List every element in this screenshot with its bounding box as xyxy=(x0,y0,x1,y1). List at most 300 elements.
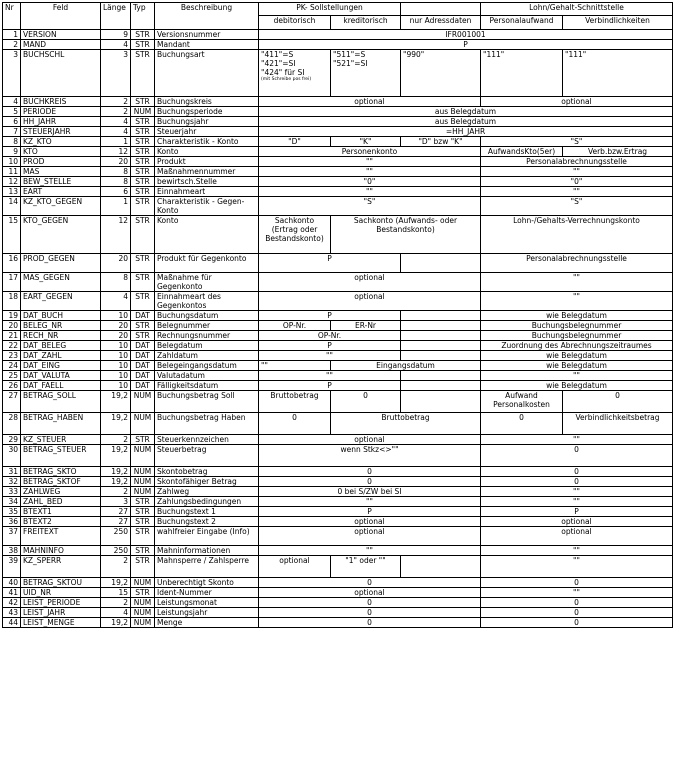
table-row xyxy=(3,197,673,216)
cell-laenge: 10 xyxy=(101,311,131,321)
cell-typ: STR xyxy=(131,497,155,507)
cell-beschreibung: Steuerbetrag xyxy=(155,445,259,467)
cell-laenge: 19,2 xyxy=(101,445,131,467)
table-row xyxy=(3,381,673,391)
cell-value: "S" xyxy=(481,197,673,216)
cell-laenge: 10 xyxy=(101,371,131,381)
cell-value: 0 xyxy=(481,608,673,618)
cell-typ: DAT xyxy=(131,371,155,381)
cell-beschreibung: Fälligkeitsdatum xyxy=(155,381,259,391)
cell-beschreibung: Produkt xyxy=(155,157,259,167)
value-line: "421"=SI xyxy=(261,59,296,68)
cell-typ: STR xyxy=(131,216,155,254)
cell-value-kreditorisch xyxy=(331,50,401,97)
cell-typ: NUM xyxy=(131,477,155,487)
cell-typ: NUM xyxy=(131,467,155,477)
cell-nr: 20 xyxy=(3,321,21,331)
cell-beschreibung: Leistungsmonat xyxy=(155,598,259,608)
cell-beschreibung: Rechnungsnummer xyxy=(155,331,259,341)
table-row xyxy=(3,107,673,117)
cell-value: aus Belegdatum xyxy=(259,107,673,117)
cell-value: optional xyxy=(259,97,481,107)
cell-nr: 26 xyxy=(3,381,21,391)
cell-value: Sachkonto (Ertrag oder Bestandskonto) xyxy=(259,216,331,254)
cell-nr: 16 xyxy=(3,254,21,273)
cell-feld: DAT_ZAHL xyxy=(21,351,101,361)
table-row xyxy=(3,331,673,341)
cell-feld: ZAHLWEG xyxy=(21,487,101,497)
header-lohn-gehalt: Lohn/Gehalt-Schnittstelle xyxy=(481,3,673,16)
cell-nr: 35 xyxy=(3,507,21,517)
cell-typ: DAT xyxy=(131,351,155,361)
cell-value: 0 xyxy=(481,467,673,477)
table-row xyxy=(3,487,673,497)
cell-value: "" xyxy=(481,187,673,197)
cell-value: optional xyxy=(481,97,673,107)
cell-value: 0 xyxy=(481,598,673,608)
cell-value: P xyxy=(481,507,673,517)
cell-feld: STEUERJAHR xyxy=(21,127,101,137)
cell-value: 0 xyxy=(331,391,401,413)
cell-value: "" xyxy=(481,292,673,311)
cell-value: Buchungsbelegnummer xyxy=(481,321,673,331)
cell-feld: KZ_SPERR xyxy=(21,556,101,578)
table-row xyxy=(3,97,673,107)
cell-feld: BELEG_NR xyxy=(21,321,101,331)
cell-empty xyxy=(401,371,481,381)
cell-value: ER-Nr xyxy=(331,321,401,331)
cell-laenge: 10 xyxy=(101,351,131,361)
value-line: "411"=S xyxy=(261,50,294,59)
cell-feld: KTO xyxy=(21,147,101,157)
cell-beschreibung: Buchungstext 2 xyxy=(155,517,259,527)
cell-nr: 1 xyxy=(3,30,21,40)
cell-feld: ZAHL_BED xyxy=(21,497,101,507)
table-row xyxy=(3,40,673,50)
cell-nr: 22 xyxy=(3,341,21,351)
value-line: "521"=SI xyxy=(333,59,368,68)
cell-value: "" xyxy=(259,371,401,381)
cell-value: 0 xyxy=(259,618,481,628)
table-row xyxy=(3,608,673,618)
cell-nr: 33 xyxy=(3,487,21,497)
cell-feld: DAT_EING xyxy=(21,361,101,371)
cell-value: Eingangsdatum xyxy=(331,361,481,371)
cell-value: Personalabrechnungsstelle xyxy=(481,157,673,167)
table-row xyxy=(3,413,673,435)
cell-value: 0 xyxy=(259,477,481,487)
cell-nr: 14 xyxy=(3,197,21,216)
table-row xyxy=(3,588,673,598)
cell-typ: STR xyxy=(131,30,155,40)
cell-nr: 38 xyxy=(3,546,21,556)
cell-nr: 40 xyxy=(3,578,21,588)
cell-value: "" xyxy=(259,187,481,197)
cell-value: "0" xyxy=(481,177,673,187)
cell-value: optional xyxy=(259,273,481,292)
cell-feld: LEIST_PERIODE xyxy=(21,598,101,608)
cell-nr: 21 xyxy=(3,331,21,341)
cell-value: "" xyxy=(481,435,673,445)
cell-value: 0 xyxy=(563,391,673,413)
cell-feld: EART xyxy=(21,187,101,197)
cell-nr: 19 xyxy=(3,311,21,321)
cell-typ: STR xyxy=(131,147,155,157)
cell-typ: STR xyxy=(131,435,155,445)
cell-feld: RECH_NR xyxy=(21,331,101,341)
cell-feld: KTO_GEGEN xyxy=(21,216,101,254)
table-row xyxy=(3,445,673,467)
cell-feld: MAND xyxy=(21,40,101,50)
cell-nr: 10 xyxy=(3,157,21,167)
cell-typ: DAT xyxy=(131,311,155,321)
cell-feld: BUCHKREIS xyxy=(21,97,101,107)
cell-beschreibung: Valutadatum xyxy=(155,371,259,381)
table-row xyxy=(3,391,673,413)
cell-value: "" xyxy=(259,167,481,177)
cell-beschreibung: Unberechtigt Skonto xyxy=(155,578,259,588)
table-row xyxy=(3,371,673,381)
cell-value: 0 xyxy=(259,608,481,618)
cell-value: P xyxy=(259,311,401,321)
cell-beschreibung: Skontobetrag xyxy=(155,467,259,477)
cell-beschreibung: Mahnsperre / Zahlsperre xyxy=(155,556,259,578)
cell-laenge: 4 xyxy=(101,292,131,311)
cell-empty xyxy=(401,556,481,578)
cell-feld: BETRAG_STEUER xyxy=(21,445,101,467)
cell-value: wie Belegdatum xyxy=(481,351,673,361)
header-row-1 xyxy=(3,3,673,16)
cell-value: "0" xyxy=(259,177,481,187)
header-debitorisch: debitorisch xyxy=(259,16,331,30)
header-beschreibung: Beschreibung xyxy=(155,3,259,30)
cell-nr: 27 xyxy=(3,391,21,413)
cell-laenge: 10 xyxy=(101,361,131,371)
cell-typ: STR xyxy=(131,507,155,517)
cell-value: optional xyxy=(259,435,481,445)
cell-beschreibung: Ident-Nummer xyxy=(155,588,259,598)
cell-typ: NUM xyxy=(131,391,155,413)
cell-value: "" xyxy=(481,588,673,598)
cell-empty xyxy=(401,381,481,391)
cell-beschreibung: Maßnahme für Gegenkonto xyxy=(155,273,259,292)
cell-typ: STR xyxy=(131,177,155,187)
cell-nr: 28 xyxy=(3,413,21,435)
cell-laenge: 12 xyxy=(101,216,131,254)
cell-typ: STR xyxy=(131,254,155,273)
cell-value: wie Belegdatum xyxy=(481,311,673,321)
cell-value: Verb.bzw.Ertrag xyxy=(563,147,673,157)
cell-value-verbindlichkeiten: "111" xyxy=(563,50,673,97)
cell-laenge: 20 xyxy=(101,331,131,341)
cell-typ: STR xyxy=(131,117,155,127)
cell-nr: 31 xyxy=(3,467,21,477)
cell-feld: BETRAG_HABEN xyxy=(21,413,101,435)
header-kreditorisch: kreditorisch xyxy=(331,16,401,30)
cell-value: Bruttobetrag xyxy=(331,413,481,435)
cell-value: "1" oder "" xyxy=(331,556,401,578)
cell-laenge: 1 xyxy=(101,197,131,216)
table-row xyxy=(3,618,673,628)
cell-typ: DAT xyxy=(131,381,155,391)
table-row xyxy=(3,147,673,157)
cell-laenge: 8 xyxy=(101,177,131,187)
cell-beschreibung: Buchungsdatum xyxy=(155,311,259,321)
cell-beschreibung: Mandant xyxy=(155,40,259,50)
cell-laenge: 19,2 xyxy=(101,578,131,588)
cell-nr: 3 xyxy=(3,50,21,97)
cell-beschreibung: Buchungskreis xyxy=(155,97,259,107)
cell-feld: BUCHSCHL xyxy=(21,50,101,97)
cell-nr: 39 xyxy=(3,556,21,578)
cell-beschreibung: wahlfreier Eingabe (Info) xyxy=(155,527,259,546)
cell-feld: KZ_KTO xyxy=(21,137,101,147)
cell-nr: 34 xyxy=(3,497,21,507)
cell-nr: 23 xyxy=(3,351,21,361)
cell-typ: NUM xyxy=(131,445,155,467)
cell-laenge: 19,2 xyxy=(101,467,131,477)
cell-beschreibung: Maßnahmennummer xyxy=(155,167,259,177)
cell-value-personalaufwand: "111" xyxy=(481,50,563,97)
cell-typ: STR xyxy=(131,167,155,177)
cell-laenge: 15 xyxy=(101,588,131,598)
table-row xyxy=(3,477,673,487)
cell-feld: BETRAG_SOLL xyxy=(21,391,101,413)
cell-value: optional xyxy=(481,517,673,527)
table-row xyxy=(3,273,673,292)
cell-value: "" xyxy=(259,546,481,556)
table-row xyxy=(3,50,673,97)
cell-nr: 42 xyxy=(3,598,21,608)
cell-value: optional xyxy=(259,588,481,598)
cell-beschreibung: Konto xyxy=(155,216,259,254)
cell-value: P xyxy=(259,507,481,517)
cell-feld: KZ_STEUER xyxy=(21,435,101,445)
cell-value: optional xyxy=(259,556,331,578)
cell-feld: BETRAG_SKTOF xyxy=(21,477,101,487)
cell-feld: EART_GEGEN xyxy=(21,292,101,311)
cell-laenge: 19,2 xyxy=(101,477,131,487)
cell-typ: STR xyxy=(131,157,155,167)
cell-feld: DAT_BUCH xyxy=(21,311,101,321)
cell-empty xyxy=(401,311,481,321)
table-body xyxy=(3,3,673,628)
cell-nr: 25 xyxy=(3,371,21,381)
cell-typ: STR xyxy=(131,127,155,137)
cell-beschreibung: Zahlungsbedingungen xyxy=(155,497,259,507)
cell-laenge: 12 xyxy=(101,147,131,157)
cell-typ: STR xyxy=(131,517,155,527)
cell-value: "D" bzw "K" xyxy=(401,137,481,147)
cell-feld: BTEXT1 xyxy=(21,507,101,517)
cell-beschreibung: Skontofähiger Betrag xyxy=(155,477,259,487)
header-verbindlichkeiten: Verbindlichkeiten xyxy=(563,16,673,30)
table-row xyxy=(3,527,673,546)
cell-nr: 18 xyxy=(3,292,21,311)
cell-empty xyxy=(401,331,481,341)
cell-value: Personalabrechnungsstelle xyxy=(481,254,673,273)
cell-beschreibung: Produkt für Gegenkonto xyxy=(155,254,259,273)
cell-value: wie Belegdatum xyxy=(481,361,673,371)
table-row xyxy=(3,254,673,273)
cell-beschreibung: Einnahmeart xyxy=(155,187,259,197)
cell-laenge: 20 xyxy=(101,254,131,273)
cell-laenge: 250 xyxy=(101,546,131,556)
cell-typ: DAT xyxy=(131,361,155,371)
cell-value: optional xyxy=(259,527,481,546)
cell-beschreibung: Belegnummer xyxy=(155,321,259,331)
cell-value: 0 xyxy=(259,467,481,477)
cell-beschreibung: Charakteristik - Gegen-Konto xyxy=(155,197,259,216)
cell-laenge: 3 xyxy=(101,497,131,507)
header-nr: Nr xyxy=(3,3,21,30)
cell-beschreibung: Buchungsbetrag Soll xyxy=(155,391,259,413)
table-row xyxy=(3,311,673,321)
cell-beschreibung: bewirtsch.Stelle xyxy=(155,177,259,187)
cell-value: optional xyxy=(259,292,481,311)
cell-value: wenn Stkz<>"" xyxy=(259,445,481,467)
cell-value: optional xyxy=(481,527,673,546)
table-row xyxy=(3,507,673,517)
cell-nr: 13 xyxy=(3,187,21,197)
cell-typ: STR xyxy=(131,321,155,331)
header-personalaufwand: Personalaufwand xyxy=(481,16,563,30)
cell-feld: MAS xyxy=(21,167,101,177)
cell-typ: NUM xyxy=(131,618,155,628)
cell-value: "" xyxy=(481,371,673,381)
cell-beschreibung: Mahninformationen xyxy=(155,546,259,556)
cell-laenge: 3 xyxy=(101,50,131,97)
cell-value: "" xyxy=(481,273,673,292)
cell-beschreibung: Belegdatum xyxy=(155,341,259,351)
table-row xyxy=(3,497,673,507)
cell-value: "" xyxy=(481,167,673,177)
cell-typ: NUM xyxy=(131,413,155,435)
cell-laenge: 2 xyxy=(101,487,131,497)
cell-value: P xyxy=(259,40,673,50)
table-row xyxy=(3,216,673,254)
cell-feld: BEW_STELLE xyxy=(21,177,101,187)
header-laenge: Länge xyxy=(101,3,131,30)
cell-beschreibung: Buchungsart xyxy=(155,50,259,97)
cell-feld: KZ_KTO_GEGEN xyxy=(21,197,101,216)
cell-typ: STR xyxy=(131,527,155,546)
cell-empty xyxy=(401,321,481,331)
cell-value: "" xyxy=(259,157,481,167)
cell-laenge: 250 xyxy=(101,527,131,546)
cell-beschreibung: Buchungsperiode xyxy=(155,107,259,117)
cell-nr: 5 xyxy=(3,107,21,117)
cell-feld: LEIST_JAHR xyxy=(21,608,101,618)
cell-value: "" xyxy=(481,497,673,507)
cell-value: "" xyxy=(481,556,673,578)
cell-value: "D" xyxy=(259,137,331,147)
cell-value: P xyxy=(259,341,401,351)
cell-laenge: 2 xyxy=(101,556,131,578)
cell-value: 0 xyxy=(481,578,673,588)
cell-nr: 2 xyxy=(3,40,21,50)
cell-laenge: 20 xyxy=(101,321,131,331)
cell-laenge: 4 xyxy=(101,40,131,50)
cell-value: Lohn-/Gehalts-Verrechnungskonto xyxy=(481,216,673,254)
cell-typ: STR xyxy=(131,50,155,97)
cell-value: 0 bei S/ZW bei SI xyxy=(259,487,481,497)
cell-value: 0 xyxy=(259,598,481,608)
cell-nr: 32 xyxy=(3,477,21,487)
cell-beschreibung: Leistungsjahr xyxy=(155,608,259,618)
cell-typ: DAT xyxy=(131,341,155,351)
cell-typ: STR xyxy=(131,40,155,50)
cell-laenge: 10 xyxy=(101,341,131,351)
cell-value: wie Belegdatum xyxy=(481,381,673,391)
cell-laenge: 4 xyxy=(101,127,131,137)
cell-nr: 8 xyxy=(3,137,21,147)
cell-value: "" xyxy=(481,546,673,556)
cell-value: aus Belegdatum xyxy=(259,117,673,127)
cell-laenge: 10 xyxy=(101,381,131,391)
cell-beschreibung: Versionsnummer xyxy=(155,30,259,40)
cell-feld: BTEXT2 xyxy=(21,517,101,527)
cell-value: 0 xyxy=(481,477,673,487)
table-row xyxy=(3,351,673,361)
cell-value: Bruttobetrag xyxy=(259,391,331,413)
cell-nr: 7 xyxy=(3,127,21,137)
cell-typ: STR xyxy=(131,273,155,292)
cell-beschreibung: Menge xyxy=(155,618,259,628)
cell-feld: MAS_GEGEN xyxy=(21,273,101,292)
table-row xyxy=(3,292,673,311)
cell-beschreibung: Buchungsjahr xyxy=(155,117,259,127)
table-row xyxy=(3,187,673,197)
cell-laenge: 4 xyxy=(101,117,131,127)
value-note: (mit Schreibe pos frei) xyxy=(261,77,312,82)
cell-feld: PERIODE xyxy=(21,107,101,117)
cell-nr: 44 xyxy=(3,618,21,628)
cell-feld: DAT_VALUTA xyxy=(21,371,101,381)
cell-feld: PROD_GEGEN xyxy=(21,254,101,273)
cell-typ: STR xyxy=(131,187,155,197)
cell-value: "" xyxy=(481,487,673,497)
cell-beschreibung: Konto xyxy=(155,147,259,157)
cell-nr: 15 xyxy=(3,216,21,254)
cell-value: 0 xyxy=(259,578,481,588)
table-row xyxy=(3,556,673,578)
cell-nr: 11 xyxy=(3,167,21,177)
cell-laenge: 20 xyxy=(101,157,131,167)
table-row xyxy=(3,341,673,351)
cell-value: Personenkonto xyxy=(259,147,481,157)
cell-beschreibung: Steuerkennzeichen xyxy=(155,435,259,445)
cell-value: "S" xyxy=(481,137,673,147)
cell-nr: 4 xyxy=(3,97,21,107)
value-line: "424" für SI xyxy=(261,68,305,77)
cell-typ: STR xyxy=(131,197,155,216)
cell-value: Sachkonto (Aufwands- oder Bestandskonto) xyxy=(331,216,481,254)
header-pk-sollstellungen: PK- Sollstellungen xyxy=(259,3,401,16)
cell-typ: NUM xyxy=(131,107,155,117)
cell-feld: BETRAG_SKTO xyxy=(21,467,101,477)
cell-laenge: 27 xyxy=(101,507,131,517)
cell-beschreibung: Zahldatum xyxy=(155,351,259,361)
cell-nr: 30 xyxy=(3,445,21,467)
header-typ: Typ xyxy=(131,3,155,30)
cell-value: P xyxy=(259,254,401,273)
cell-empty xyxy=(401,391,481,413)
table-row xyxy=(3,30,673,40)
table-row xyxy=(3,167,673,177)
cell-feld: FREITEXT xyxy=(21,527,101,546)
table-row xyxy=(3,546,673,556)
